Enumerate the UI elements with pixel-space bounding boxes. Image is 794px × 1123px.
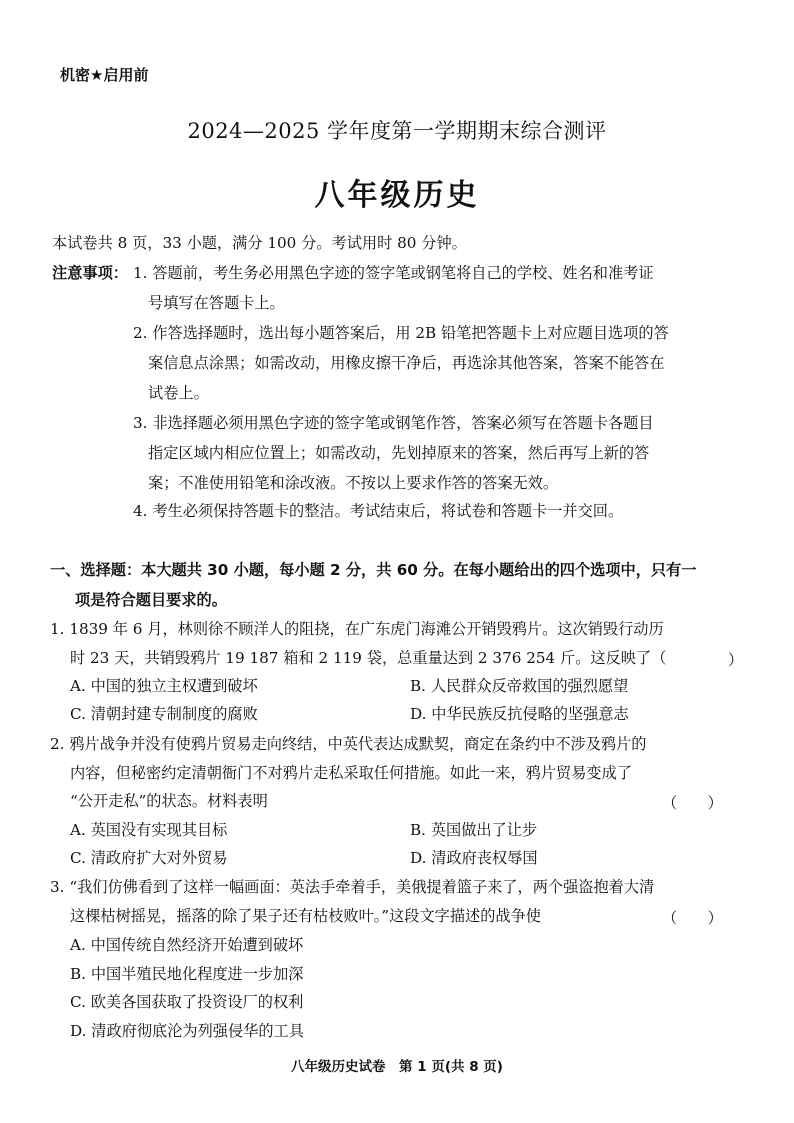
q2-option-d: D. 清政府丧权辱国 <box>410 849 538 867</box>
q2-option-a: A. 英国没有实现其目标 <box>70 821 228 839</box>
page-footer: 八年级历史试卷 第 1 页(共 8 页) <box>291 1059 503 1075</box>
note-3-line-3: 案；不准使用铅笔和涂改液。不按以上要求作答的答案无效。 <box>148 474 559 492</box>
q2-option-b: B. 英国做出了让步 <box>410 821 538 839</box>
exam-intro: 本试卷共 8 页，33 小题，满分 100 分。考试用时 80 分钟。 <box>52 234 467 252</box>
note-3-line-1: 3. 非选择题必须用黑色字迹的签字笔或钢笔作答，答案必须写在答题卡各题目 <box>133 414 654 432</box>
q1-stem-line-1: 1. 1839 年 6 月，林则徐不顾洋人的阻挠，在广东虎门海滩公开销毁鸦片。这次销毁行动历 <box>50 620 664 638</box>
notes-label: 注意事项： <box>52 264 128 282</box>
q1-option-a: A. 中国的独立主权遭到破坏 <box>70 677 258 695</box>
note-2-line-2: 案信息点涂黑；如需改动，用橡皮擦干净后，再选涂其他答案，答案不能答在 <box>148 354 665 372</box>
q1-option-b: B. 人民群众反帝救国的强烈愿望 <box>410 677 629 695</box>
note-4-line-1: 4. 考生必须保持答题卡的整洁。考试结束后，将试卷和答题卡一并交回。 <box>133 502 624 520</box>
q1-stem-line-2: 时 23 天，共销毁鸦片 19 187 箱和 2 119 袋，总重量达到 2 376 254 斤。这反映了（ <box>70 649 667 667</box>
exam-title: 2024—2025 学年度第一学期期末综合测评 <box>187 119 607 143</box>
note-1-line-1: 1. 答题前，考生务必用黑色字迹的签字笔或钢笔将自己的学校、姓名和准考证 <box>133 264 654 282</box>
q2-option-c: C. 清政府扩大对外贸易 <box>70 849 228 867</box>
q3-option-b: B. 中国半殖民地化程度进一步加深 <box>70 965 304 983</box>
note-1-line-2: 号填写在答题卡上。 <box>148 294 285 312</box>
q3-stem-line-1: 3. “我们仿佛看到了这样一幅画面：英法手牵着手，美俄提着篮子来了，两个强盗抱着大清 <box>50 878 655 896</box>
note-2-line-1: 2. 作答选择题时，选出每小题答案后，用 2B 铅笔把答题卡上对应题目选项的答 <box>133 324 669 342</box>
q2-stem-line-2: 内容，但秘密约定清朝衙门不对鸦片走私采取任何措施。如此一来，鸦片贸易变成了 <box>70 764 632 782</box>
q2-stem-line-1: 2. 鸦片战争并没有使鸦片贸易走向终结，中英代表达成默契，商定在条约中不涉及鸦片的 <box>50 735 647 753</box>
q1-option-d: D. 中华民族反抗侵略的坚强意志 <box>410 705 629 723</box>
q1-option-c: C. 清朝封建专制制度的腐败 <box>70 705 258 723</box>
section-heading-line-2: 项是符合题目要求的。 <box>75 591 227 609</box>
confidential-mark: 机密★启用前 <box>60 66 149 84</box>
q2-stem-line-3: “公开走私”的状态。材料表明 <box>70 792 268 810</box>
q2-answer-paren: （ ） <box>662 794 723 812</box>
note-2-line-3: 试卷上。 <box>148 384 209 402</box>
q3-option-d: D. 清政府彻底沦为列强侵华的工具 <box>70 1022 304 1040</box>
q3-answer-paren: （ ） <box>662 909 723 927</box>
q1-answer-paren: ） <box>728 651 744 669</box>
q3-option-a: A. 中国传统自然经济开始遭到破坏 <box>70 936 304 954</box>
section-heading-line-1: 一、选择题：本大题共 30 小题，每小题 2 分，共 60 分。在每小题给出的四个选项中，只有一 <box>50 561 697 579</box>
subject-title: 八年级历史 <box>314 178 480 213</box>
q3-stem-line-2: 这棵枯树摇晃，摇落的除了果子还有枯枝败叶。”这段文字描述的战争使 <box>70 907 541 925</box>
q3-option-c: C. 欧美各国获取了投资设厂的权利 <box>70 993 304 1011</box>
note-3-line-2: 指定区域内相应位置上；如需改动，先划掉原来的答案，然后再写上新的答 <box>148 444 650 462</box>
